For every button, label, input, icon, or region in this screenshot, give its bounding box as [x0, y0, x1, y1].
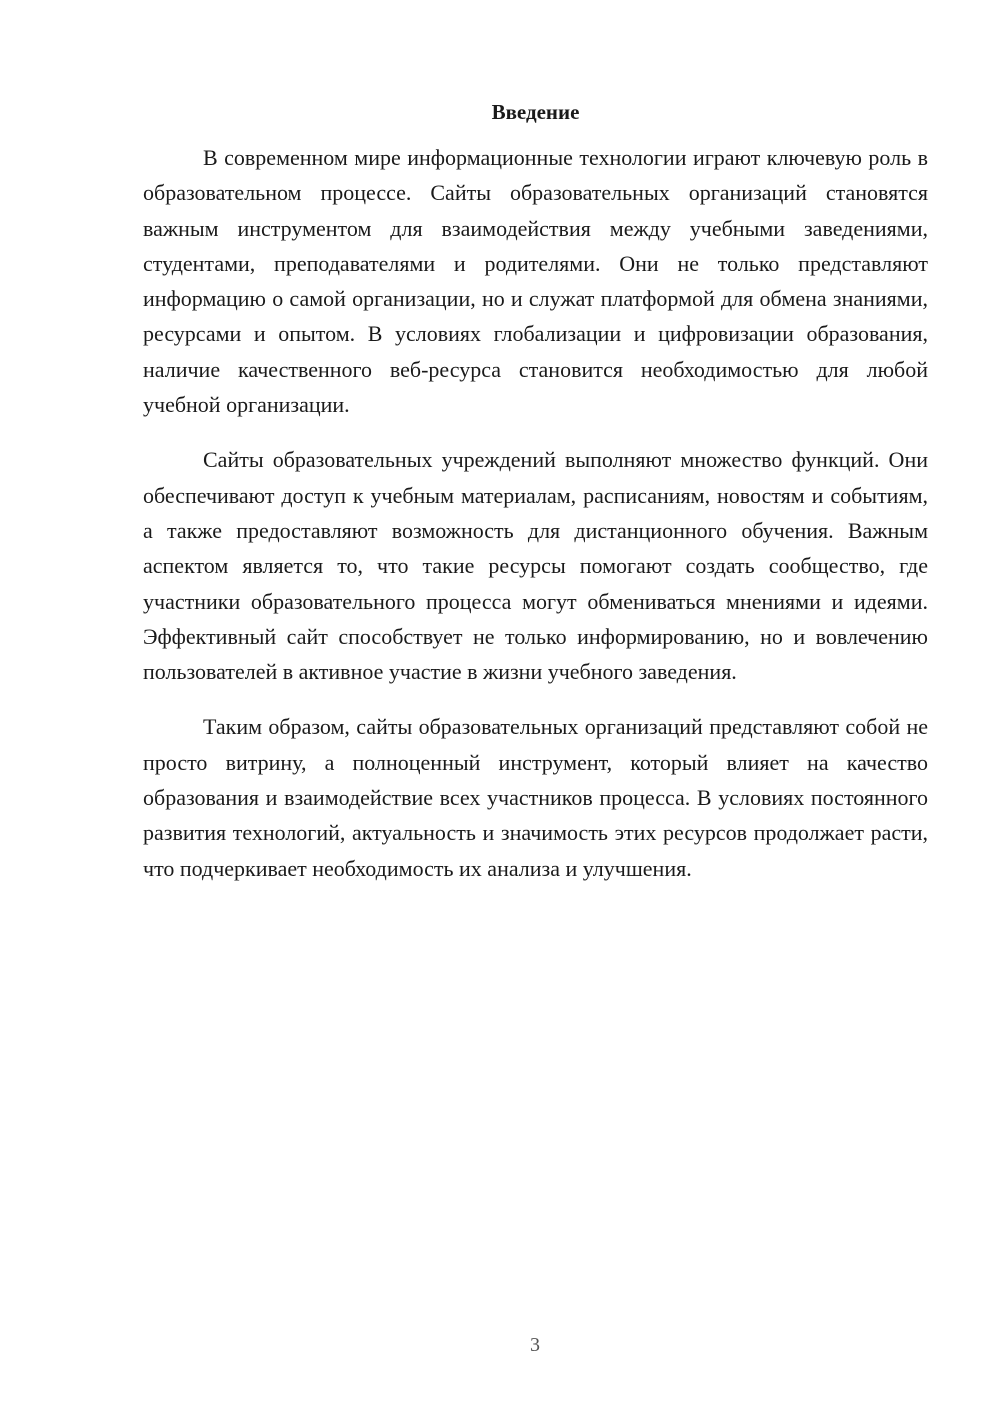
section-title: Введение [491, 100, 580, 124]
document-body [143, 96, 928, 886]
paragraph-1: В современном мире информационные технологии играют ключевую роль в образовательном процессе. Сайты образовательных организаций становятся важным инструментом для взаимодействия между учебными заведениями, студентами, преподавателями и родителями. Они не только представляют информацию о самой организации, но и служат платформой для обмена знаниями, ресурсами и опытом. В условиях глобализации и цифровизации образования, наличие качественного веб-ресурса становится необходимостью для любой учебной организации. [143, 145, 928, 418]
paragraph-3: Таким образом, сайты образовательных организаций представляют собой не просто витрину, а полноценный инструмент, который влияет на качество образования и взаимодействие всех участников процесса. В условиях постоянного развития технологий, актуальность и значимость этих ресурсов продолжает расти, что подчеркивает необходимость их анализа и улучшения. [143, 714, 928, 881]
paragraph-2: Сайты образовательных учреждений выполняют множество функций. Они обеспечивают доступ к учебным материалам, расписаниям, новостям и событиям, а также предоставляют возможность для дистанционного обучения. Важным аспектом является то, что такие ресурсы помогают создать сообщество, где участники образовательного процесса могут обмениваться мнениями и идеями. Эффективный сайт способствует не только информированию, но и вовлечению пользователей в активное участие в жизни учебного заведения. [143, 447, 928, 685]
page-number: 3 [530, 1334, 540, 1356]
